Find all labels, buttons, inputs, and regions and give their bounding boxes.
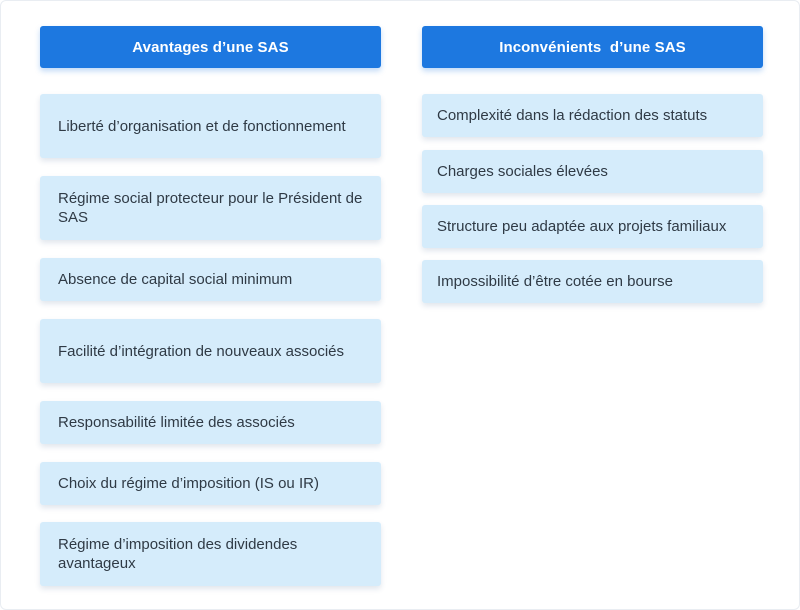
disadvantages-header: Inconvénients d’une SAS [422,26,763,68]
advantage-item [40,176,381,240]
disadvantage-item-label: Complexité dans la rédaction des statuts [437,107,708,124]
advantages-header: Avantages d’une SAS [40,26,381,68]
disadvantages-column [422,26,763,290]
disadvantage-item [422,205,763,248]
advantage-item-label: Régime d’imposition des dividendes avantageux [58,536,298,572]
disadvantage-item-label: Structure peu adaptée aux projets familiaux [437,218,727,235]
advantage-item-label: Facilité d’intégration de nouveaux associés [58,342,345,360]
advantage-item [40,319,381,383]
advantage-item-label: Liberté d’organisation et de fonctionnement [58,117,346,135]
advantage-item [40,462,381,505]
advantage-item-label: Régime social protecteur pour le Président de SAS [58,190,363,226]
advantage-item-label: Choix du régime d’imposition (IS ou IR) [58,475,319,492]
advantages-column [40,26,381,572]
disadvantage-item-label: Charges sociales élevées [437,163,608,180]
advantage-item-label: Responsabilité limitée des associés [58,414,295,431]
disadvantage-item [422,260,763,303]
disadvantage-item-label: Impossibilité d’être cotée en bourse [437,273,673,290]
advantage-item [40,258,381,301]
advantage-item [40,401,381,444]
disadvantage-item [422,94,763,137]
disadvantage-item [422,150,763,193]
advantage-item [40,522,381,586]
advantage-item [40,94,381,158]
advantage-item-label: Absence de capital social minimum [58,271,293,288]
